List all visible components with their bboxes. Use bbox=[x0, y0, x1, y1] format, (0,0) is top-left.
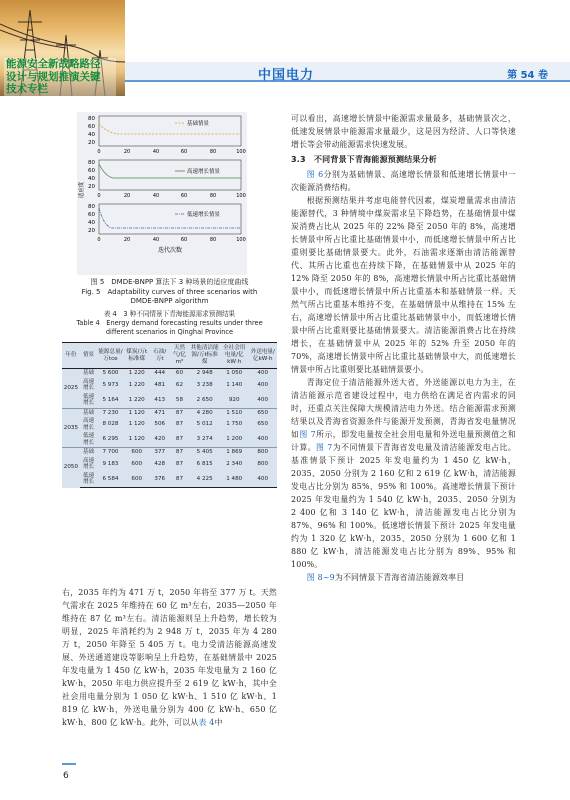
value-cell: 1 869 bbox=[220, 448, 248, 457]
table-row bbox=[62, 378, 277, 393]
value-cell: 2 340 bbox=[226, 460, 243, 467]
value-cell: 600 bbox=[124, 472, 150, 488]
table-4-link[interactable]: 表 4 bbox=[198, 718, 215, 727]
value-cell: 5 973 bbox=[102, 381, 119, 388]
table-row bbox=[62, 472, 277, 488]
scenario-cell: 基础 bbox=[80, 408, 98, 417]
svg-text:60: 60 bbox=[88, 212, 95, 218]
value-cell: 8 028 bbox=[102, 421, 119, 428]
col-header: 外送电量/亿kW·h bbox=[248, 343, 277, 369]
figure-8-9-link[interactable]: 图 8~9 bbox=[306, 573, 335, 582]
paragraph-5: 为不同情景下青海省清洁能源效率目 bbox=[334, 573, 465, 582]
x-axis-label: 迭代次数 bbox=[157, 247, 183, 254]
energy-demand-table bbox=[62, 342, 277, 488]
right-column-text bbox=[291, 112, 516, 584]
value-cell: 1 480 bbox=[220, 472, 248, 488]
svg-text:40: 40 bbox=[152, 149, 160, 155]
value-cell: 3 238 bbox=[196, 381, 213, 388]
special-column-tag bbox=[4, 58, 116, 96]
paragraph-2: 分别为基础情景、高速增长情景和低速增长情景中一次能源消费结构。 bbox=[291, 170, 516, 192]
table-row bbox=[62, 448, 277, 457]
value-cell: 800 bbox=[248, 448, 277, 457]
value-cell: 9 183 bbox=[102, 460, 119, 467]
figure-6-link[interactable]: 图 6 bbox=[306, 170, 324, 179]
svg-text:80: 80 bbox=[88, 160, 95, 166]
paragraph-3: 根据预测结果并考虑电能替代因素，煤炭增量需求由清洁能源替代，3 种情境中煤炭需求呈下降趋势，在基础情景中煤炭消费占比从 2025 年的 22% 降至 2050 年的 8%，高速增长情景中所占比重比基础情景中小，而低速增长情景中所占比重则要比基础情景要大。此外，石油需求逐渐由清洁能源替代、其所占比重也在持续下降，在基础情景中从 2025 年的 12% 降至 2050 年的 8%，高速增长情景中所占比重比基础情景中小，而低速增长情景中所占比重基本和基础情景一样。天然气所占比重基本维持不变，在基础情景中从维持在 15% 左右，高速增长情景中所占比重比基础情景中小，而低速增长情景中所占比重则要比基础情景要大。清洁能源消费占比在持续增长，在基础情景中从 2025 年的 52% 升至 2050 年的 70%，高速增长情景中所占比重比基础情景中大，而低速增长情景中所占比重则要比基础情景要小。 bbox=[291, 196, 516, 374]
value-cell: 1 140 bbox=[226, 381, 243, 388]
paragraph-4c: 为不同情景下青海省发电量及清洁能源发电占比。基准情景下预计 2025 年发电量约为 1 450 亿 kW·h，2035、2050 分别为 2 160 亿和 2 619 亿 kW·h，清洁能源发电占比分别为 85%、95% 和 100%。高速增长情景下预计 2025 年发电量约为 1 540 亿 kW·h，2035、2050 分别为 2 400 亿和 3 140 亿 kW·h，清洁能源发电占比分别为 87%、96% 和 100%。低速增长情景下预计 2025 年发电量约为 1 320 亿 kW·h，2035、2050 分别为 1 600 亿和 1 880 亿 kW·h，清洁能源发电占比分别为 89%、95% 和 100%。 bbox=[291, 443, 516, 569]
value-cell: 1 510 bbox=[220, 408, 248, 417]
series-low-curve bbox=[99, 208, 241, 228]
tag-line-1: 能源安全新战略路径 bbox=[6, 58, 101, 70]
value-cell: 1 220 bbox=[128, 381, 145, 388]
y-tick: 60 bbox=[88, 124, 95, 130]
x-ticks bbox=[97, 149, 245, 155]
value-cell: 4 280 bbox=[189, 408, 220, 417]
figure-5-caption bbox=[62, 278, 277, 307]
value-cell: 600 bbox=[131, 460, 143, 467]
value-cell: 481 bbox=[154, 381, 166, 388]
tag-line-2: 设计与规划推演关键 bbox=[6, 70, 101, 83]
col-header: 天然气/亿m³ bbox=[170, 343, 190, 369]
value-cell: 1 120 bbox=[128, 436, 145, 443]
svg-text:40: 40 bbox=[152, 237, 160, 243]
svg-text:20: 20 bbox=[123, 193, 131, 199]
svg-text:0: 0 bbox=[97, 149, 101, 155]
header-banner-image bbox=[0, 0, 125, 96]
y-tick: 80 bbox=[88, 116, 95, 122]
value-cell: 376 bbox=[150, 472, 170, 488]
value-cell: 87 bbox=[170, 448, 190, 457]
value-cell: 400 bbox=[257, 370, 269, 376]
scenario-cell: 低速增长 bbox=[82, 393, 95, 406]
panel-low-growth bbox=[88, 204, 246, 254]
svg-text:0: 0 bbox=[97, 237, 101, 243]
panel-high-growth bbox=[77, 160, 246, 199]
svg-text:80: 80 bbox=[88, 204, 95, 210]
page-header bbox=[0, 0, 570, 96]
svg-text:40: 40 bbox=[152, 193, 160, 199]
value-cell: 650 bbox=[248, 408, 277, 417]
scenario-cell: 高速增长 bbox=[82, 457, 95, 470]
paragraph-4b: 所示，即发电量按全社会用电量和外送电量预测值之和计算。 bbox=[291, 430, 516, 452]
y-axis-label: 适应度 bbox=[79, 181, 85, 199]
left-column-text bbox=[62, 586, 277, 729]
figure-7-link[interactable]: 图 7 bbox=[299, 430, 316, 439]
legend-label: 高速增长情景 bbox=[187, 169, 221, 175]
value-cell: 62 bbox=[175, 381, 184, 388]
value-cell: 1 050 bbox=[226, 370, 243, 376]
table-title-en-2: different scenarios in Qinghai Province bbox=[105, 328, 234, 336]
paragraph-text: 右，2035 年约为 471 万 t，2050 年将至 377 万 t。天然气需求在 2025 年维持在 60 亿 m³左右，2035—2050 年维持在 87 亿 m³左右。清洁能源则呈上升趋势，增长较为明显，2025 年消耗约为 2 948 万 t，2035 年为 4 280 万 t，2050 年降至 5 405 万 t。电力受清洁能源高速发展、外送通道建设等影响呈上升趋势，在基础情景中 2025 年发电量为 1 450 亿 kW·h，2035 年发电量为 2 160 亿 kW·h，2050 年电力供应提升至 2 619 亿 kW·h，其中全社会用电量分别为 1 050 亿 kW·h、1 510 亿 kW·h、1 819 亿 kW·h，外送电量分别为 400 亿 kW·h、650 亿 kW·h、800 亿 kW·h。此外，可以从 bbox=[62, 588, 277, 727]
value-cell: 400 bbox=[248, 472, 277, 488]
value-cell: 4 225 bbox=[189, 472, 220, 488]
svg-text:20: 20 bbox=[123, 237, 131, 243]
y-tick: 40 bbox=[88, 132, 95, 138]
svg-text:80: 80 bbox=[209, 149, 217, 155]
table-title-en-1: Table 4 Energy demand forecasting results under three bbox=[76, 319, 263, 327]
value-cell: 6 584 bbox=[97, 472, 123, 488]
table-title-cn: 表 4 3 种不同情景下青海能源需求预测结果 bbox=[103, 310, 236, 318]
value-cell: 920 bbox=[228, 396, 240, 403]
caption-en-2: DMDE-BNPP algorithm bbox=[130, 297, 209, 305]
value-cell: 5 164 bbox=[102, 396, 119, 403]
value-cell: 400 bbox=[257, 381, 269, 388]
value-cell: 1 120 bbox=[128, 421, 145, 428]
figure-7-link-2[interactable]: 图 7 bbox=[316, 443, 333, 452]
value-cell: 3 274 bbox=[196, 436, 213, 443]
value-cell: 600 bbox=[124, 448, 150, 457]
svg-text:100: 100 bbox=[236, 149, 246, 155]
svg-text:20: 20 bbox=[88, 184, 95, 190]
value-cell: 60 bbox=[175, 370, 184, 376]
value-cell: 87 bbox=[175, 460, 184, 467]
value-cell: 650 bbox=[257, 421, 269, 428]
fitness-curves-svg bbox=[77, 112, 247, 275]
caption-en-1: Fig. 5 Adaptability curves of three scenarios with bbox=[81, 287, 258, 296]
value-cell: 413 bbox=[154, 396, 166, 403]
value-cell: 1 220 bbox=[128, 396, 145, 403]
col-header: 情景 bbox=[80, 343, 98, 369]
svg-text:80: 80 bbox=[209, 237, 217, 243]
value-cell: 400 bbox=[257, 396, 269, 403]
table-row bbox=[62, 369, 277, 378]
value-cell: 5 012 bbox=[196, 421, 213, 428]
value-cell: 2 650 bbox=[196, 396, 213, 403]
value-cell: 87 bbox=[170, 472, 190, 488]
value-cell: 400 bbox=[257, 436, 269, 443]
value-cell: 428 bbox=[154, 460, 166, 467]
col-header: 年份 bbox=[62, 343, 80, 369]
scenario-cell: 低速增长 bbox=[80, 472, 98, 488]
value-cell: 6 295 bbox=[102, 436, 119, 443]
value-cell: 506 bbox=[154, 421, 166, 428]
panel-baseline bbox=[88, 116, 246, 155]
col-header: 其他清洁能源/万t标准煤 bbox=[189, 343, 220, 369]
svg-text:60: 60 bbox=[180, 237, 188, 243]
value-cell: 5 405 bbox=[189, 448, 220, 457]
svg-text:0: 0 bbox=[97, 193, 101, 199]
figure-5-chart bbox=[77, 112, 247, 275]
value-cell: 377 bbox=[150, 448, 170, 457]
value-cell: 444 bbox=[154, 370, 166, 376]
legend-label: 基础情景 bbox=[187, 121, 210, 127]
scenario-cell: 基础 bbox=[82, 370, 95, 376]
legend-label: 低速增长情景 bbox=[187, 212, 221, 218]
value-cell: 58 bbox=[175, 396, 184, 403]
paragraph-4a: 青海定位于清洁能源外送大省，外送能源以电力为主，在清洁能源示范省建设过程中，电力供给在满足省内需求的同时，还重点关注保障大规模清洁电力外送。结合能源需求预测结果以及青海省资源条件与能源开发预测，青海省发电量情况如 bbox=[291, 378, 516, 439]
col-header: 全社会用电量/亿kW·h bbox=[220, 343, 248, 369]
value-cell: 7 230 bbox=[97, 408, 123, 417]
y-tick: 20 bbox=[88, 140, 95, 146]
caption-cn: 图 5 DMDE-BNPP 算法下 3 种场景的适应度曲线 bbox=[90, 278, 249, 286]
svg-text:80: 80 bbox=[209, 193, 217, 199]
svg-text:60: 60 bbox=[180, 149, 188, 155]
svg-text:100: 100 bbox=[236, 237, 246, 243]
year-cell: 2050 bbox=[62, 448, 80, 488]
svg-text:100: 100 bbox=[236, 193, 246, 199]
svg-text:20: 20 bbox=[123, 149, 131, 155]
value-cell: 420 bbox=[154, 436, 166, 443]
series-baseline-curve bbox=[99, 124, 241, 134]
value-cell: 1 120 bbox=[124, 408, 150, 417]
paragraph-1: 可以看出，高速增长情景中能源需求量最多，基础情景次之，低速发展情景中能源需求量最少，这是因为经济、人口等快速增长等会带动能源需求快速发展。 bbox=[291, 114, 516, 149]
svg-text:40: 40 bbox=[88, 176, 95, 182]
table-row bbox=[62, 417, 277, 432]
volume-label: 第 54 卷 bbox=[507, 70, 548, 81]
value-cell: 87 bbox=[175, 421, 184, 428]
value-cell: 471 bbox=[150, 408, 170, 417]
svg-text:20: 20 bbox=[88, 228, 95, 234]
table-row bbox=[62, 393, 277, 409]
header-band bbox=[125, 62, 570, 82]
col-header: 煤炭/万t标准煤 bbox=[124, 343, 150, 369]
value-cell: 2 948 bbox=[196, 370, 213, 376]
value-cell: 1 750 bbox=[226, 421, 243, 428]
page-number-bar bbox=[62, 763, 76, 765]
table-4-title bbox=[62, 310, 277, 337]
scenario-cell: 低速增长 bbox=[82, 433, 95, 446]
value-cell: 5 600 bbox=[102, 370, 119, 376]
value-cell: 87 bbox=[175, 436, 184, 443]
page-number: 6 bbox=[63, 771, 69, 781]
value-cell: 7 700 bbox=[97, 448, 123, 457]
year-cell: 2025 bbox=[63, 385, 79, 391]
table-row bbox=[62, 457, 277, 472]
svg-text:60: 60 bbox=[180, 193, 188, 199]
scenario-cell: 高速增长 bbox=[82, 418, 95, 431]
journal-title: 中国电力 bbox=[258, 68, 315, 83]
table-row bbox=[62, 408, 277, 417]
scenario-cell: 基础 bbox=[80, 448, 98, 457]
svg-text:60: 60 bbox=[88, 168, 95, 174]
col-header: 能源总量/万tce bbox=[97, 343, 123, 369]
svg-text:40: 40 bbox=[88, 220, 95, 226]
value-cell: 6 815 bbox=[196, 460, 213, 467]
table-row bbox=[62, 432, 277, 448]
col-header: 石油/万t bbox=[150, 343, 170, 369]
tag-line-3: 技术专栏 bbox=[6, 83, 48, 95]
section-heading-3-3: 3.3 不同背景下青海能源预测结果分析 bbox=[291, 155, 437, 164]
table-header-row bbox=[62, 343, 277, 369]
value-cell: 1 200 bbox=[226, 436, 243, 443]
value-cell: 87 bbox=[170, 408, 190, 417]
value-cell: 1 220 bbox=[128, 370, 145, 376]
table-4 bbox=[62, 342, 277, 488]
scenario-cell: 高速增长 bbox=[82, 378, 95, 391]
year-cell: 2035 bbox=[62, 408, 80, 448]
value-cell: 800 bbox=[257, 460, 269, 467]
paragraph-text: 中 bbox=[214, 718, 223, 727]
